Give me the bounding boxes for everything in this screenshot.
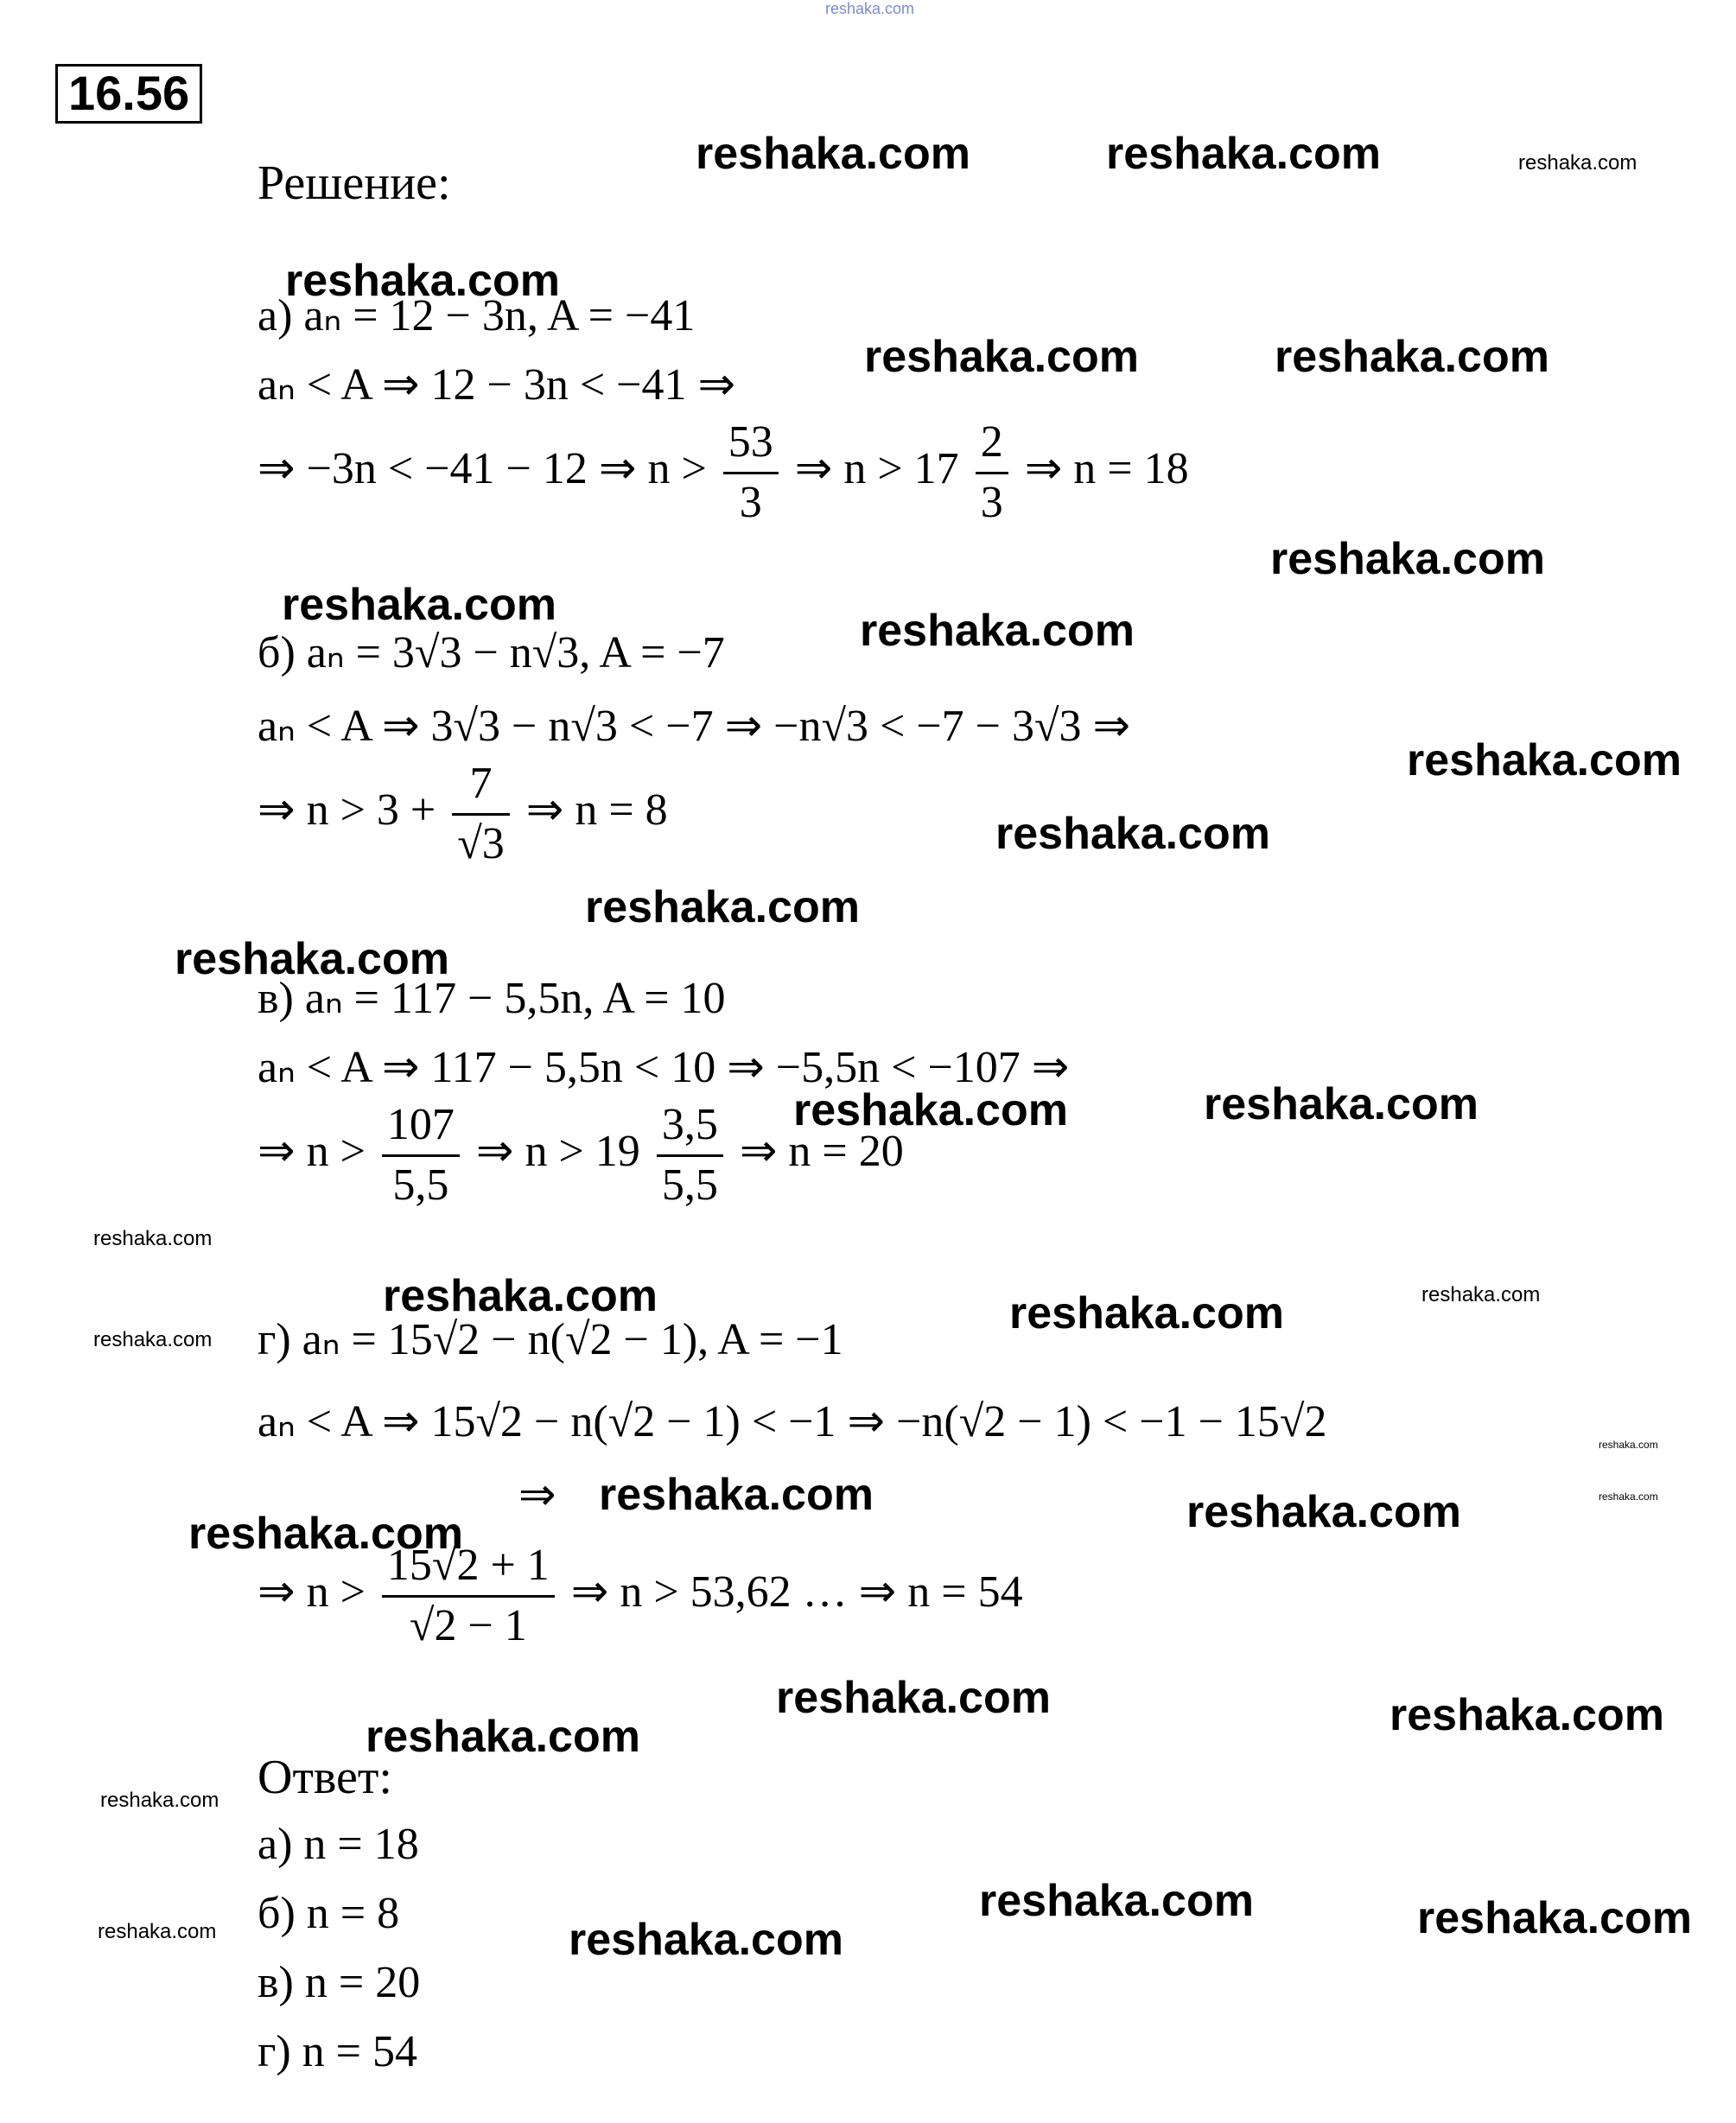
part-a-fraction-2-num: 2 <box>976 419 1008 474</box>
solution-heading: Решение: <box>258 156 451 210</box>
part-a-fraction-1-num: 53 <box>723 419 779 474</box>
part-c-line1: в) aₙ = 117 − 5,5n, A = 10 <box>258 974 726 1023</box>
part-a-fraction-1 <box>723 419 779 526</box>
watermark: reshaka.com <box>1275 332 1549 382</box>
watermark: reshaka.com <box>1204 1079 1478 1129</box>
answer-heading: Ответ: <box>258 1751 392 1804</box>
part-d-line2: aₙ < A ⇒ 15√2 − n(√2 − 1) < −1 ⇒ −n(√2 − 1) < −1 − 15√2 <box>258 1397 1327 1446</box>
watermark: reshaka.com <box>995 809 1270 859</box>
part-c-fraction-2 <box>657 1102 723 1209</box>
part-c-line3-pre: ⇒ n > <box>258 1127 366 1177</box>
part-a-line3 <box>258 419 1189 526</box>
part-c-fraction-1-num: 107 <box>382 1102 460 1157</box>
problem-number: 16.56 <box>55 64 202 124</box>
part-c-fraction-2-den: 5,5 <box>661 1160 718 1210</box>
part-c-fraction-2-num: 3,5 <box>657 1102 723 1157</box>
watermark: reshaka.com <box>93 1227 213 1250</box>
part-a-line1: а) aₙ = 12 − 3n, A = −41 <box>258 291 696 340</box>
watermark: reshaka.com <box>1009 1288 1284 1338</box>
part-c-fraction-1-den: 5,5 <box>392 1160 449 1210</box>
watermark: reshaka.com <box>569 1915 843 1965</box>
watermark: reshaka.com <box>979 1876 1254 1926</box>
watermark: reshaka.com <box>776 1673 1051 1723</box>
watermark: reshaka.com <box>1417 1893 1692 1943</box>
watermark: reshaka.com <box>1407 735 1682 785</box>
part-b-line3-post: ⇒ n = 8 <box>525 785 668 836</box>
part-b-line3-pre: ⇒ n > 3 + <box>258 785 436 836</box>
part-c-line3-post: ⇒ n = 20 <box>739 1127 904 1177</box>
part-b-line1: б) aₙ = 3√3 − n√3, A = −7 <box>258 628 725 677</box>
answer-a: а) n = 18 <box>258 1820 419 1869</box>
watermark: reshaka.com <box>696 129 970 179</box>
part-d-line4-post: ⇒ n > 53,62 … ⇒ n = 54 <box>570 1567 1023 1618</box>
part-a-line3-post: ⇒ n = 18 <box>1024 444 1189 494</box>
watermark: reshaka.com <box>1389 1690 1664 1740</box>
watermark: reshaka.com <box>864 332 1139 382</box>
part-d-line4-pre: ⇒ n > <box>258 1567 366 1618</box>
part-b-fraction <box>452 760 510 868</box>
part-a-fraction-1-den: 3 <box>739 477 762 527</box>
watermark: reshaka.com <box>366 1712 640 1762</box>
watermark: reshaka.com <box>98 1920 217 1943</box>
answer-d: г) n = 54 <box>258 2027 417 2076</box>
watermark-top: reshaka.com <box>825 0 915 17</box>
watermark: reshaka.com <box>1518 151 1637 175</box>
part-b-fraction-den: √3 <box>457 818 505 868</box>
part-c-fraction-1 <box>382 1102 460 1209</box>
watermark: reshaka.com <box>93 1328 213 1351</box>
watermark: reshaka.com <box>383 1271 658 1321</box>
watermark: reshaka.com <box>1106 129 1381 179</box>
part-b-fraction-num: 7 <box>452 760 510 816</box>
watermark: reshaka.com <box>793 1085 1068 1135</box>
watermark: reshaka.com <box>175 934 449 984</box>
watermark: reshaka.com <box>1186 1487 1461 1537</box>
part-d-fraction-den: √2 − 1 <box>409 1600 527 1650</box>
part-a-line3-pre: ⇒ −3n < −41 − 12 ⇒ n > <box>258 444 707 494</box>
part-b-line2: aₙ < A ⇒ 3√3 − n√3 < −7 ⇒ −n√3 < −7 − 3√3 ⇒ <box>258 702 1131 751</box>
part-a-line3-mid: ⇒ n > 17 <box>794 444 959 494</box>
watermark: reshaka.com <box>188 1509 463 1559</box>
part-c-line2: aₙ < A ⇒ 117 − 5,5n < 10 ⇒ −5,5n < −107 ⇒ <box>258 1043 1070 1092</box>
watermark: reshaka.com <box>1270 534 1545 584</box>
watermark: reshaka.com <box>860 606 1135 656</box>
part-b-line3 <box>258 760 668 868</box>
part-c-line3-mid: ⇒ n > 19 <box>475 1127 640 1177</box>
part-d-line3: ⇒ <box>518 1471 556 1520</box>
part-d-line1: г) aₙ = 15√2 − n(√2 − 1), A = −1 <box>258 1315 843 1364</box>
watermark: reshaka.com <box>1599 1491 1658 1503</box>
watermark: reshaka.com <box>282 580 556 630</box>
watermark: reshaka.com <box>285 256 560 306</box>
watermark: reshaka.com <box>1599 1439 1658 1451</box>
watermark: reshaka.com <box>599 1470 874 1520</box>
answer-c: в) n = 20 <box>258 1958 421 2007</box>
part-d-fraction-num: 15√2 + 1 <box>382 1542 555 1598</box>
watermark: reshaka.com <box>100 1789 219 1812</box>
part-a-line2: aₙ < A ⇒ 12 − 3n < −41 ⇒ <box>258 360 736 410</box>
answer-b: б) n = 8 <box>258 1889 400 1938</box>
part-a-fraction-2-den: 3 <box>980 477 1003 527</box>
part-a-fraction-2 <box>976 419 1008 526</box>
watermark: reshaka.com <box>1421 1283 1541 1306</box>
watermark: reshaka.com <box>585 882 860 932</box>
